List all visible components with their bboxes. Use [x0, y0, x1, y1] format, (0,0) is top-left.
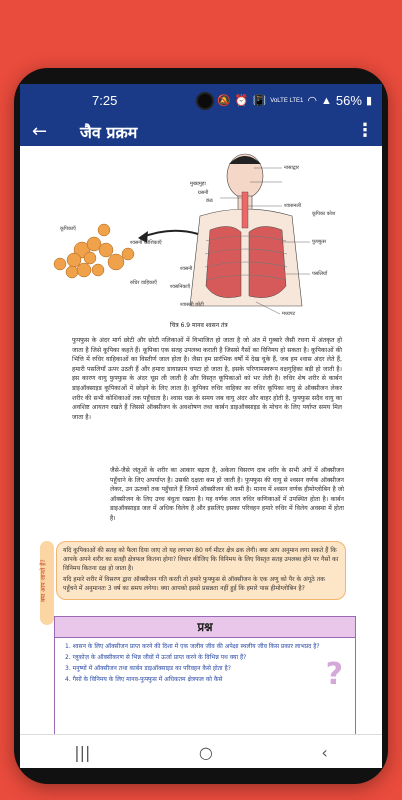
figure-caption: चित्र 6.9 मानव श्वसन तंत्र	[170, 322, 228, 329]
label-diaphragm: मध्यपट	[282, 311, 296, 317]
did-you-know-tab: क्या आप जानते हैं?	[40, 541, 54, 625]
label-trachea: श्वासनली	[284, 203, 302, 209]
label-alveoli: कूपिकाएँ	[60, 226, 76, 232]
alarm-icon: ⏰	[234, 95, 249, 107]
note-item: यदि हमारे शरीर में विसरण द्वारा ऑक्सीजन गति करती तो हमारे फुफ्फुस से ऑक्सीजन के एक अणु को पैर के अंगूठे तक पहुँचने में अनुमानतः 3 वर्ष का समय लगेगा। क्या आपको इससे प्रसन्नता नहीं हुई कि हमारे पास हीमोग्लोबिन है?	[63, 576, 325, 592]
battery-icon: ▮	[365, 95, 372, 107]
notification-muted-icon: 🔕	[217, 95, 231, 107]
page-title: जैव प्रक्रम	[80, 123, 138, 142]
note-item: यदि कूपिकाओं की सतह को फैला दिया जाए तो यह लगभग 80 वर्ग मीटर क्षेत्र ढक लेगी। क्या आप अनुमान लगा सकते हैं कि आपके अपने शरीर का सतही क्षेत्रफल कितना होगा? विचार कीजिए कि विनिमय के लिए विस्तृत सतह उपलब्ध होने पर गैसों का विनिमय कितना दक्ष हो जाता है।	[63, 547, 339, 572]
status-time: 7:25	[92, 93, 118, 108]
question-item: 2. ग्लूकोज़ के ऑक्सीकरण से भिन्न जीवों में ऊर्जा प्राप्त करने के विभिन्न पथ क्या हैं?	[65, 654, 247, 661]
status-icons	[217, 93, 372, 108]
question-mark-icon: ?	[325, 657, 343, 692]
back-button-icon[interactable]: ‹	[321, 742, 328, 762]
more-menu-icon[interactable]: ⋮	[356, 120, 374, 141]
wifi-icon: ◠	[307, 95, 318, 107]
respiratory-figure	[20, 146, 382, 326]
label-bronchioles-1: श्वसनी कोशिकाएँ	[130, 240, 162, 246]
questions-list	[55, 638, 355, 684]
recents-button-icon[interactable]: |||	[74, 742, 91, 762]
label-blood-vessels: रुधिर वाहिकाएँ	[130, 280, 157, 286]
question-item: 1. श्वसन के लिए ऑक्सीजन प्राप्त करने की दिशा में एक जलीय जीव की अपेक्षा स्थलीय जीव किस प्रकार लाभप्रद है?	[65, 643, 320, 650]
label-larynx: कंठ	[206, 198, 213, 204]
paragraph-2: जैसे-जैसे जंतुओं के शरीर का आकार बढ़ता है, अकेला विसरण दाब शरीर के सभी अंगों में ऑक्सीजन पहुँचाने के लिए अपर्याप्त है। उसकी दक्षता कम हो जाती है। फुफ्फुस की वायु से श्वसन वर्णक ऑक्सीजन लेकर, उन ऊतकों तक पहुँचाते हैं जिनमें ऑक्सीजन की कमी है। मानव में श्वसन वर्णक हीमोग्लोबिन है जो ऑक्सीजन के लिए उच्च बंधुता रखता है। यह वर्णक लाल रुधिर कणिकाओं में उपस्थित होता है। कार्बन डाइऑक्साइड जल में अधिक विलेय है और इसलिए इसका परिवहन हमारे रुधिर में विलेय अवस्था में होता है।	[110, 467, 344, 522]
respiratory-diagram	[20, 146, 382, 322]
questions-box	[54, 616, 356, 734]
front-camera	[196, 92, 214, 110]
screen	[20, 84, 382, 768]
back-arrow-icon[interactable]: ←	[32, 121, 48, 142]
battery-percentage: 56%	[335, 93, 362, 108]
question-item: 3. मनुष्यों में ऑक्सीजन तथा कार्बन डाइऑक्साइड का परिवहन कैसे होता है?	[65, 665, 231, 672]
label-small-bronchiole: श्वासनी छोटी	[180, 302, 204, 308]
signal-icon: ▲	[321, 94, 332, 107]
label-lung: फुफ्फुस	[312, 239, 326, 245]
label-alveolar-sac: कूपिका कोश	[312, 211, 336, 217]
paragraph-1: फुफ्फुस के अंदर मार्ग छोटी और छोटी नलिकाओं में विभाजित हो जाता है जो अंत में गुब्बारे जैसी रचना में अंतकृत हो जाता है जिसे कूपिका कहते हैं। कूपिका एक सतह उपलब्ध कराती है जिससे गैसों का विनिमय हो सकता है। कूपिकाओं की भित्ति में रुधिर वाहिकाओं का विस्तीर्ण जाल होता है। जैसा हम प्रारंभिक वर्षों में देख चुके हैं, जब हम श्वास अंदर लेते हैं, हमारी पसलियाँ ऊपर उठती हैं और हमारा डायाफ्राम चपटा हो जाता है, इसके परिणामस्वरूप वक्षगुहिका बड़ी हो जाती है। इस कारण वायु फुफ्फुस के अंदर चूस ली जाती है और विस्तृत कूपिकाओं को भर लेती है। रुधिर शेष शरीर से कार्बन डाइऑक्साइड कूपिकाओं में छोड़ने के लिए लाता है। कूपिका रुधिर वाहिका का रुधिर कूपिका वायु से ऑक्सीजन लेकर शरीर की सभी कोशिकाओं तक पहुँचाता है। श्वास चक्र के समय जब वायु अंदर और बाहर होती है, फुफ्फुस सदैव वायु का अवशिष्ट आयतन रखते हैं जिससे ऑक्सीजन के अवशोषण तथा कार्बन डाइऑक्साइड के मोचन के लिए पर्याप्त समय मिल जाता है।	[72, 337, 342, 421]
label-ribs: पसलियाँ	[312, 271, 328, 277]
questions-heading: प्रश्न	[55, 617, 355, 638]
status-bar	[20, 84, 382, 116]
vibrate-icon: 📳	[252, 95, 267, 107]
label-pharynx: ग्रसनी	[198, 190, 209, 196]
label-bronchi: श्वसनी	[180, 266, 193, 272]
home-button-icon[interactable]: ○	[198, 742, 213, 762]
question-item: 4. गैसों के विनिमय के लिए मानव-फुफ्फुस में अधिकतम क्षेत्रफल को कैसे	[65, 676, 223, 683]
label-bronchioles: श्वसनिकाएँ	[170, 284, 191, 290]
app-bar	[20, 116, 382, 146]
label-mouth: मुख्यमुहा	[190, 181, 206, 187]
label-nasal: नासाद्वार	[284, 165, 299, 171]
system-nav-bar	[20, 734, 382, 768]
document-page[interactable]	[20, 146, 382, 734]
did-you-know-box	[56, 541, 346, 600]
network-label: VoLTE LTE1	[270, 97, 304, 104]
